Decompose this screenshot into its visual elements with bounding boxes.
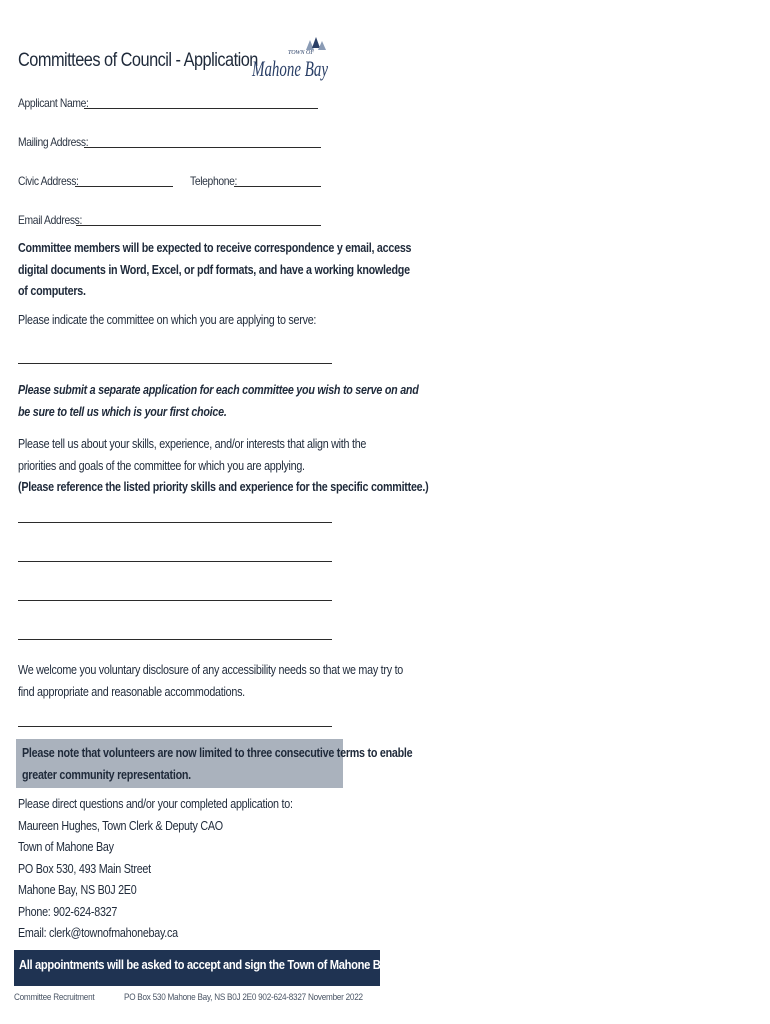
mahone-bay-logo-icon [250, 34, 330, 86]
accessibility-line[interactable] [18, 726, 332, 727]
mailing-address-line[interactable] [84, 147, 321, 148]
email-address-line[interactable] [76, 225, 321, 226]
applicant-name-label: Applicant Name: [18, 96, 89, 110]
skills-line-3[interactable] [18, 600, 332, 601]
contact-line: Maureen Hughes, Town Clerk & Deputy CAO [18, 818, 223, 833]
email-address-label: Email Address: [18, 213, 83, 227]
contact-email: Email: clerk@townofmahonebay.ca [18, 926, 178, 940]
skills-reference: (Please reference the listed priority skills and experience for the specific committee.) [18, 480, 429, 494]
contact-line: Mahone Bay, NS B0J 2E0 [18, 883, 137, 897]
mailing-address-label: Mailing Address: [18, 135, 89, 149]
telephone-label: Telephone: [190, 174, 238, 188]
indicate-committee-text: Please indicate the committee on which you are applying to serve: [18, 313, 317, 327]
telephone-line[interactable] [234, 186, 321, 187]
footer-middle: PO Box 530 Mahone Bay, NS B0J 2E0 902-624-8327 [124, 992, 306, 1003]
footer-left: Committee Recruitment [14, 992, 95, 1003]
contact-line: Phone: 902-624-8327 [18, 904, 118, 919]
accessibility-text: We welcome you voluntary disclosure of any accessibility needs so that we may try to find appropriate and reasonable accommodations. [18, 663, 404, 699]
civic-address-label: Civic Address: [18, 174, 79, 188]
skills-line-1[interactable] [18, 522, 332, 523]
contact-line: Please direct questions and/or your completed application to: [18, 797, 293, 811]
contact-block [18, 794, 293, 945]
terms-note-text: Please note that volunteers are now limited to three consecutive terms to enable greater community representation. [22, 746, 413, 782]
skills-line-2[interactable] [18, 561, 332, 562]
skills-line-4[interactable] [18, 639, 332, 640]
committee-line[interactable] [18, 363, 332, 364]
contact-line: PO Box 530, 493 Main Street [18, 861, 151, 876]
civic-address-line[interactable] [75, 186, 173, 187]
computer-notice: Committee members will be expected to receive correspondence y email, access digital documents in Word, Excel, or pdf formats, and have a working knowledge of computers. [18, 241, 412, 298]
page-title: Committees of Council - Application [18, 50, 258, 71]
logo-name: Mahone Bay [251, 56, 329, 81]
applicant-name-line[interactable] [84, 108, 318, 109]
logo-top-text: TOWN OF [288, 50, 315, 56]
skills-text: Please tell us about your skills, experience, and/or interests that align with the priorities and goals of the committee for which you are applying. (Please reference the listed priority skills and experience for the specific committee.) [18, 434, 428, 499]
footer-right: November 2022 [308, 992, 363, 1003]
contact-line: Town of Mahone Bay [18, 840, 114, 854]
code-of-conduct-text: All appointments will be asked to accept and sign the Town of Mahone Bay Code of Conduct. [19, 957, 483, 972]
separate-application-note: Please submit a separate application for each committee you wish to serve on and be sure to tell us which is your first choice. [18, 383, 419, 419]
